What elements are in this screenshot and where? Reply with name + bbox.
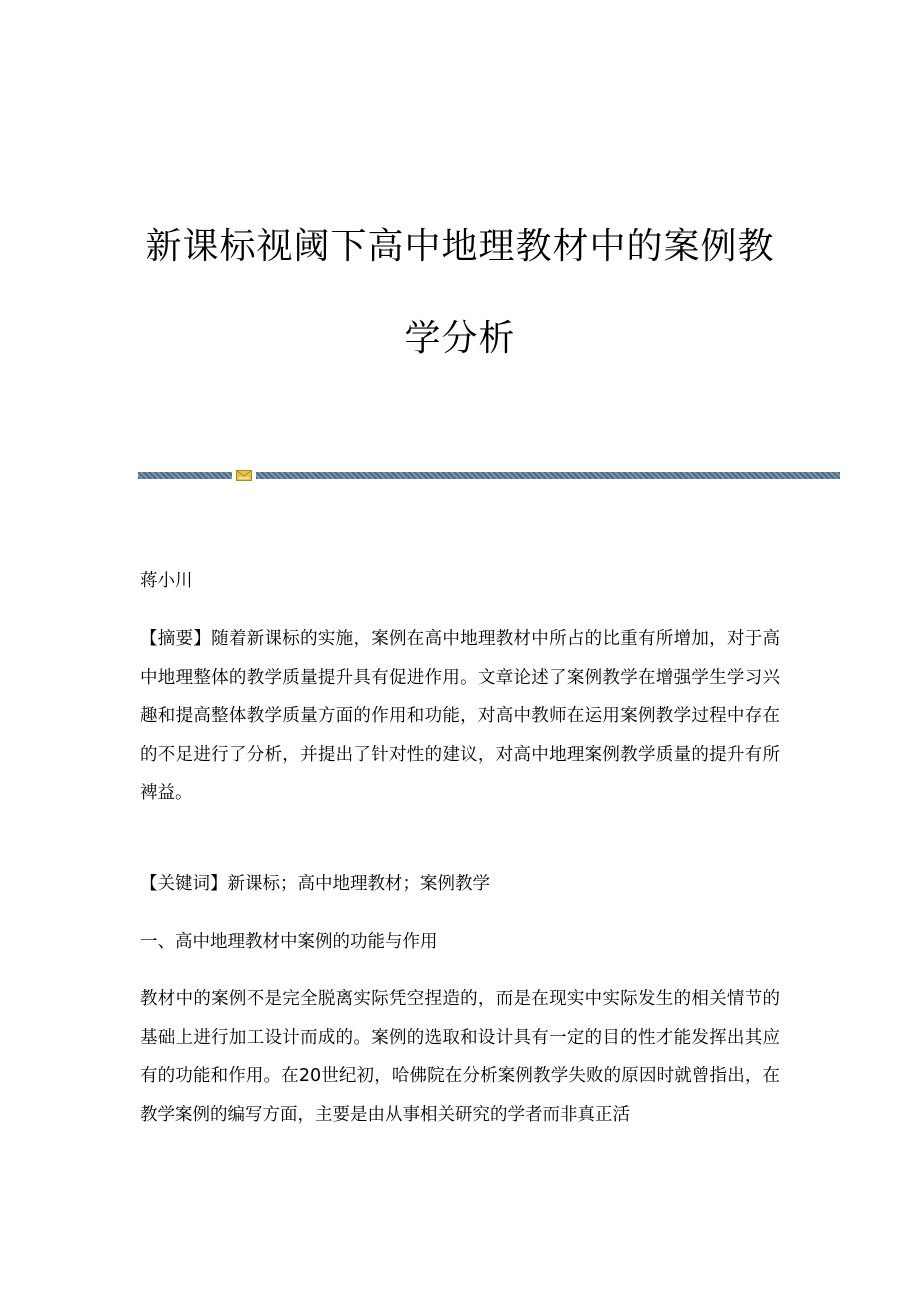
- divider-bar-right: [256, 472, 840, 479]
- title-divider: [138, 470, 840, 482]
- author-name: 蒋小川: [140, 571, 193, 591]
- abstract-paragraph: [140, 620, 780, 813]
- keywords-label: 【关键词】: [140, 874, 228, 894]
- keywords-text: 新课标；高中地理教材；案例教学: [227, 874, 490, 894]
- section-heading-1: 一、高中地理教材中案例的功能与作用: [140, 932, 438, 952]
- abstract-label: 【摘要】: [140, 629, 212, 649]
- abstract-text: 随着新课标的实施，案例在高中地理教材中所占的比重有所增加，对于高中地理整体的教学质量提升具有促进作用。文章论述了案例教学在增强学生学习兴趣和提高整体教学质量方面的作用和功能，对高中教师在运用案例教学过程中存在的不足进行了分析，并提出了针对性的建议，对高中地理案例教学质量的提升有所裨益。: [140, 629, 781, 803]
- keywords-line: [140, 865, 780, 904]
- divider-bar-left: [138, 472, 232, 479]
- document-title-line-2: 学分析: [404, 318, 516, 359]
- document-title-line-1: 新课标视阈下高中地理教材中的案例教: [145, 226, 775, 267]
- envelope-ornament-icon: [236, 470, 252, 481]
- section-1-paragraph: 教材中的案例不是完全脱离实际凭空捏造的，而是在现实中实际发生的相关情节的基础上进行加工设计而成的。案例的选取和设计具有一定的目的性才能发挥出其应有的功能和作用。在20世纪初，哈佛院在分析案例教学失败的原因时就曾指出，在教学案例的编写方面，主要是由从事相关研究的学者而非真正活: [140, 989, 780, 1125]
